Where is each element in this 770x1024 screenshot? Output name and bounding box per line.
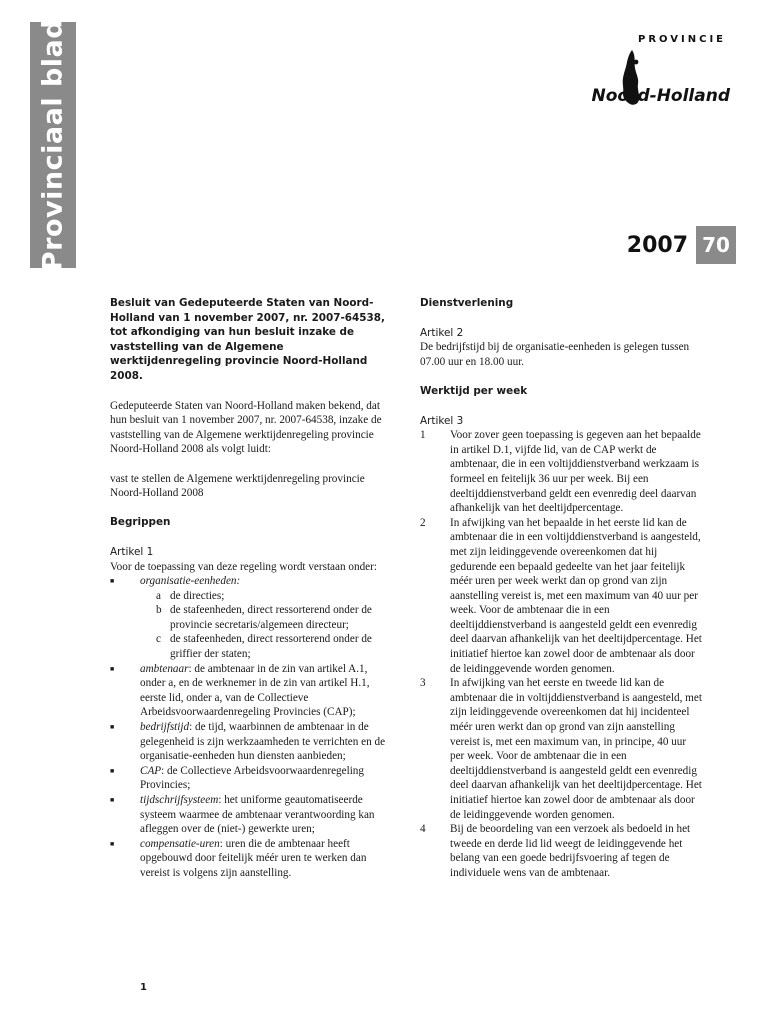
- definition-term: bedrijfstijd: [140, 721, 190, 734]
- section-heading-werktijd: Werktijd per week: [420, 384, 528, 397]
- numbered-item: 1 Voor zover geen toepassing is gegeven aan het bepaalde in artikel D.1, vijfde lid, van de CAP werkt de ambtenaar, die in een voltijddienstverband werkzaam is formeel en feitelijk 36 uur per week. Bij een deeltijddienstverband geldt een evenredig deel daarvan afhankelijk van het deeltijdpercentage.: [420, 429, 701, 515]
- sub-item: c de stafeenheden, direct ressorterend onder de griffier der staten;: [156, 633, 372, 661]
- sidebar-band: [30, 18, 76, 272]
- section-heading-begrippen: Begrippen: [110, 516, 171, 529]
- definition-item: ■ ambtenaar: de ambtenaar in de zin van artikel A.1, onder a, en de werknemer in de zin van artikel H.1, eerste lid, onder a, van de Collectieve Arbeidsvoorwaardenregeling Provincies (CAP);: [110, 662, 370, 719]
- right-column: [420, 296, 702, 881]
- decree-title: Besluit van Gedeputeerde Staten van Noord-Holland van 1 november 2007, nr. 2007-64538, tot afkondiging van hun besluit inzake de vaststelling van de Algemene werktijdenregeling provincie Noord-Holland 2008.: [110, 297, 385, 382]
- page-number: 1: [140, 982, 147, 993]
- definition-term: compensatie-uren: [140, 837, 220, 850]
- sub-item: a de directies;: [156, 589, 225, 602]
- definition-term: CAP: [140, 764, 162, 777]
- article-1-heading: Artikel 1: [110, 545, 154, 558]
- definition-term: organisatie-eenheden:: [140, 575, 241, 588]
- article-2-text: De bedrijfstijd bij de organisatie-eenheden is gelegen tussen 07.00 uur en 18.00 uur.: [420, 341, 690, 368]
- issue-year: 2007: [626, 232, 688, 258]
- bullet-icon: ■: [110, 577, 115, 586]
- article-1-lead: Voor de toepassing van deze regeling wordt verstaan onder:: [110, 560, 377, 573]
- logo-name: Noord-Holland: [591, 86, 730, 106]
- numbered-item: 2 In afwijking van het bepaalde in het eerste lid kan de ambtenaar die in een voltijddienstverband is aangesteld, met zijn leidinggevende overeenkomen dat hij gedurende een bepaald gedeelte van het jaar feitelijk méér uren per week werkt dan op grond van zijn aanstelling vereist is, met een maximum van 40 uur per week. Voor de ambtenaar die in een deeltijddienstverband is aangesteld geldt een evenredig deel daarvan afhankelijk van het deeltijdpercentage. Het initiatief hiertoe kan zowel door de ambtenaar als door de leidinggevende worden genomen.: [420, 516, 702, 675]
- bullet-icon: ■: [110, 839, 115, 848]
- intro-paragraph: Gedeputeerde Staten van Noord-Holland maken bekend, dat hun besluit van 1 november 2007, nr. 2007-64538, inzake de vaststelling van de Algemene werktijdenregeling provincie Noord-Holland 2008 als volgt luidt:: [110, 399, 382, 456]
- article-3-heading: Artikel 3: [420, 414, 464, 427]
- article-2-heading: Artikel 2: [420, 326, 464, 339]
- issue-number: 70: [696, 226, 736, 264]
- issue-label: [627, 226, 736, 264]
- bullet-icon: ■: [110, 664, 115, 673]
- decision-paragraph: vast te stellen de Algemene werktijdenregeling provincie Noord-Holland 2008: [110, 472, 365, 500]
- definition-term: ambtenaar: [140, 662, 189, 675]
- province-logo: [560, 34, 730, 114]
- logo-top-text: PROVINCIE: [638, 34, 726, 45]
- definition-item: ■ tijdschrijfsysteem: het uniforme geautomatiseerde systeem waarmee de ambtenaar verantwoording kan afleggen over de (niet-) gewerkte uren;: [110, 794, 375, 836]
- definition-term: tijdschrijfsysteem: [140, 794, 219, 806]
- sidebar-label: Provinciaal blad: [37, 18, 69, 272]
- bullet-icon: ■: [110, 796, 115, 804]
- left-column: [110, 296, 392, 881]
- definition-item: ■ CAP: de Collectieve Arbeidsvoorwaardenregeling Provincies;: [110, 764, 364, 792]
- numbered-item: 3 In afwijking van het eerste en tweede lid kan de ambtenaar die in voltijddienstverband is aangesteld, met zijn leidinggevende overeenkomen dat hij incidenteel méér uren werkt dan op grond van zijn aanstelling vereist is, met een maximum van, in principe, 40 uur per week. Voor de ambtenaar die in een deeltijddienstverband is aangesteld geldt een evenredig deel daarvan afhankelijk van het deeltijdpercentage. Het initiatief hiertoe kan zowel door de ambtenaar als door de leidinggevende worden genomen.: [420, 677, 702, 821]
- definition-item: ■ compensatie-uren: uren die de ambtenaar heeft opgebouwd door feitelijk méér uren te werken dan vereist is volgens zijn aanstelling.: [110, 837, 367, 879]
- bullet-icon: ■: [110, 766, 115, 775]
- numbered-item: 4 Bij de beoordeling van een verzoek als bedoeld in het tweede en derde lid lid weegt de leidinggevende het belang van een goede bedrijfsvoering af tegen de individuele wens van de ambtenaar.: [420, 823, 691, 879]
- bullet-icon: ■: [110, 723, 115, 732]
- definition-item: [110, 574, 392, 662]
- sub-item: b de stafeenheden, direct ressorterend onder de provincie secretaris/algemeen directeur;: [156, 604, 372, 631]
- section-heading-dienstverlening: Dienstverlening: [420, 297, 514, 309]
- definition-item: ■ bedrijfstijd: de tijd, waarbinnen de ambtenaar in de gelegenheid is zijn werkzaamheden te verrichten en de organisatie-eenheden hun diensten aanbieden;: [110, 721, 386, 763]
